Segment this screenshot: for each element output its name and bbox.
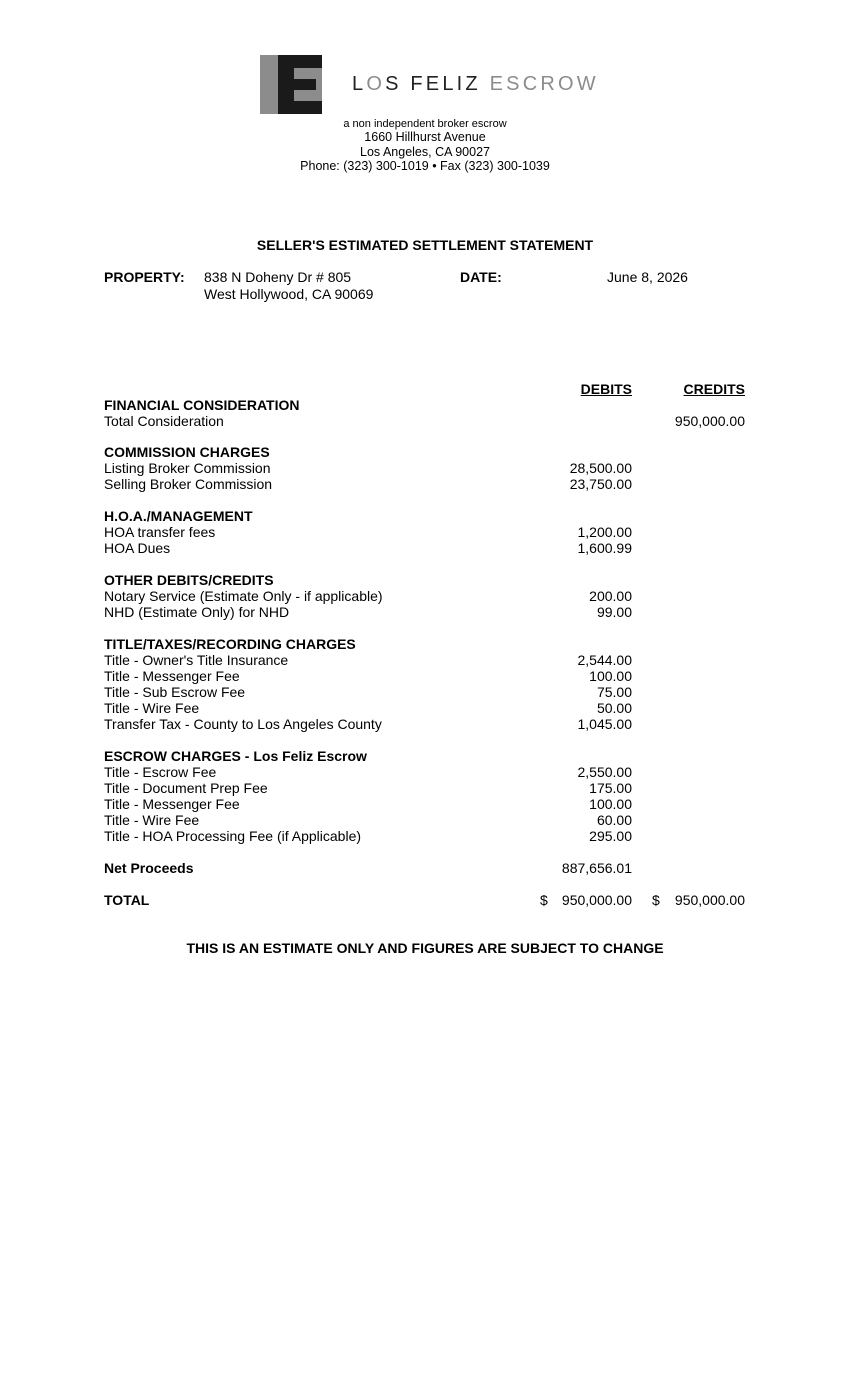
line-item-row (104, 413, 745, 429)
line-item-description: Title - Wire Fee (104, 812, 200, 828)
line-item-description: HOA Dues (104, 540, 171, 556)
line-item-debit: 50.00 (596, 700, 632, 716)
line-item-row (104, 716, 745, 732)
line-item-debit: 1,045.00 (577, 716, 632, 732)
line-item-description: Listing Broker Commission (104, 460, 271, 476)
line-item-description: Title - Messenger Fee (104, 668, 240, 684)
total-label: TOTAL (104, 892, 150, 908)
net-proceeds-row (104, 860, 745, 876)
company-name-feliz: S FELIZ (385, 73, 481, 95)
section-heading: H.O.A./MANAGEMENT (104, 508, 253, 524)
line-item-description: Transfer Tax - County to Los Angeles County (104, 716, 382, 732)
credits-column-header: CREDITS (683, 381, 745, 397)
company-tagline: a non independent broker escrow (343, 118, 507, 130)
line-item-row (104, 524, 745, 540)
line-item-debit: 100.00 (589, 796, 632, 812)
line-item-row (104, 588, 745, 604)
line-item-debit: 2,550.00 (577, 764, 632, 780)
section-heading: COMMISSION CHARGES (104, 444, 270, 460)
line-item-description: NHD (Estimate Only) for NHD (104, 604, 290, 620)
line-item-description: Title - Owner's Title Insurance (104, 652, 289, 668)
line-item-row (104, 780, 745, 796)
line-item-description: Title - HOA Processing Fee (if Applicable) (104, 828, 362, 844)
property-address-line1: 838 N Doheny Dr # 805 (204, 269, 352, 285)
net-proceeds-label: Net Proceeds (104, 860, 194, 876)
section-heading: ESCROW CHARGES - Los Feliz Escrow (104, 748, 367, 764)
line-item-debit: 99.00 (596, 604, 632, 620)
line-item-description: Notary Service (Estimate Only - if applicable) (104, 588, 383, 604)
property-label: PROPERTY: (104, 269, 185, 285)
company-name-escrow: ESCROW (489, 73, 599, 95)
total-debit: 950,000.00 (561, 892, 632, 908)
property-address-line2: West Hollywood, CA 90069 (204, 286, 374, 302)
line-item-description: Title - Wire Fee (104, 700, 200, 716)
company-name-o: O (366, 73, 386, 95)
line-item-row (104, 684, 745, 700)
net-proceeds-debit: 887,656.01 (561, 860, 632, 876)
line-item-row (104, 828, 745, 844)
line-item-debit: 175.00 (589, 780, 632, 796)
line-item-description: Total Consideration (104, 413, 224, 429)
line-item-row (104, 668, 745, 684)
line-item-debit: 23,750.00 (569, 476, 632, 492)
debits-column-header: DEBITS (580, 381, 632, 397)
section-heading: FINANCIAL CONSIDERATION (104, 397, 300, 413)
line-item-debit: 100.00 (589, 668, 632, 684)
line-item-row (104, 652, 745, 668)
total-credit: 950,000.00 (674, 892, 745, 908)
line-item-row (104, 460, 745, 476)
company-city: Los Angeles, CA 90027 (360, 145, 490, 159)
line-item-description: Title - Document Prep Fee (104, 780, 268, 796)
los-feliz-escrow-logo-mark-icon (260, 55, 322, 114)
company-contact: Phone: (323) 300-1019 • Fax (323) 300-1039 (300, 159, 550, 173)
line-item-description: Title - Sub Escrow Fee (104, 684, 246, 700)
line-item-credit: 950,000.00 (674, 413, 745, 429)
total-debit-currency: $ (540, 892, 548, 908)
company-street: 1660 Hillhurst Avenue (364, 130, 486, 144)
line-item-row (104, 700, 745, 716)
line-item-row (104, 476, 745, 492)
total-row (104, 892, 745, 908)
line-item-row (104, 540, 745, 556)
line-item-row (104, 812, 745, 828)
total-credit-currency: $ (652, 892, 660, 908)
line-item-row (104, 604, 745, 620)
line-item-row (104, 764, 745, 780)
company-name-l: L (352, 73, 367, 95)
line-item-debit: 1,600.99 (577, 540, 632, 556)
section-heading: OTHER DEBITS/CREDITS (104, 572, 274, 588)
date-label: DATE: (460, 269, 502, 285)
line-item-description: Title - Messenger Fee (104, 796, 240, 812)
company-name (352, 72, 599, 96)
section-heading: TITLE/TAXES/RECORDING CHARGES (104, 636, 356, 652)
line-item-debit: 28,500.00 (569, 460, 632, 476)
line-item-debit: 200.00 (589, 588, 632, 604)
document-title: SELLER'S ESTIMATED SETTLEMENT STATEMENT (256, 237, 594, 253)
line-item-debit: 75.00 (596, 684, 632, 700)
line-item-debit: 1,200.00 (577, 524, 632, 540)
line-item-description: Title - Escrow Fee (104, 764, 217, 780)
line-item-description: Selling Broker Commission (104, 476, 273, 492)
line-item-row (104, 796, 745, 812)
date-value: June 8, 2026 (607, 269, 688, 285)
line-item-description: HOA transfer fees (104, 524, 216, 540)
line-item-debit: 2,544.00 (577, 652, 632, 668)
line-item-debit: 295.00 (589, 828, 632, 844)
disclaimer: THIS IS AN ESTIMATE ONLY AND FIGURES ARE SUBJECT TO CHANGE (186, 940, 664, 956)
line-item-debit: 60.00 (596, 812, 632, 828)
